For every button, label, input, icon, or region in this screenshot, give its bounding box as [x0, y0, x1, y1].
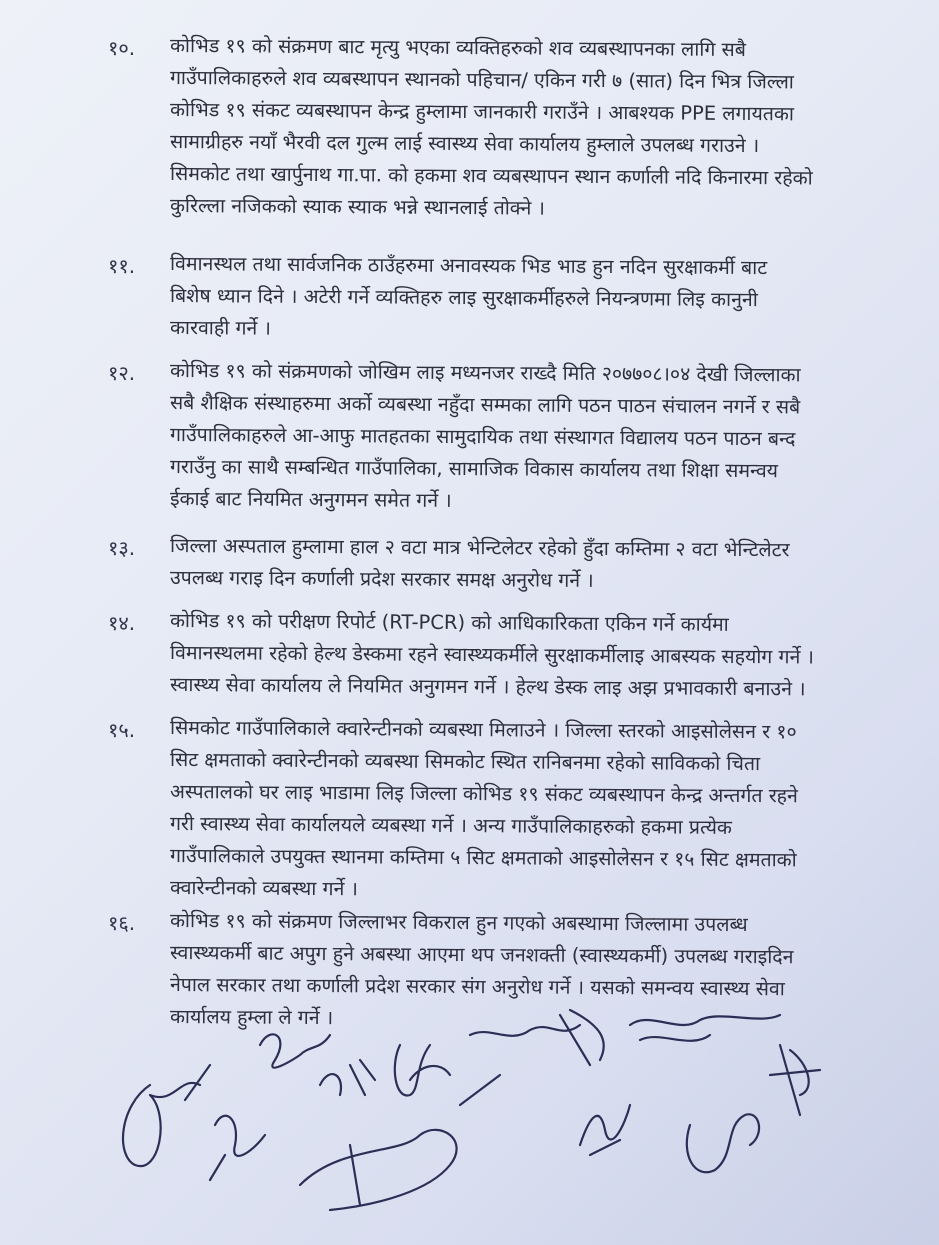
signature	[470, 1010, 604, 1065]
signature	[687, 1114, 759, 1172]
item-line: कार्यालय हुम्ला ले गर्ने ।	[169, 1005, 334, 1030]
item-line: बिशेष ध्यान दिने । अटेरी गर्ने व्यक्तिहरु लाइ सुरक्षाकर्मीहरुले नियन्त्रणमा लिइ कानुनी	[169, 284, 758, 312]
item-line: स्वास्थ्यकर्मी बाट अपुग हुने अबस्था आएमा थप जनशक्ती (स्वास्थ्यकर्मी) उपलब्ध गराइदिन	[169, 941, 794, 969]
item-line: नेपाल सरकार तथा कर्णाली प्रदेश सरकार संग अनुरोध गर्ने । यसको समन्वय स्वास्थ्य सेवा	[169, 973, 785, 1001]
item-body	[170, 355, 890, 515]
signature	[395, 1045, 450, 1095]
item-body	[170, 605, 890, 701]
item-number: ११.	[108, 254, 136, 278]
item-line: गाउँपालिकाहरुले शव व्यबस्थापन स्थानको पहिचान/ एकिन गरी ७ (सात) दिन भित्र जिल्ला	[169, 66, 794, 94]
item-line: जिल्ला अस्पताल हुम्लामा हाल २ वटा मात्र भेन्टिलेटर रहेको हुँदा कम्तिमा २ वटा भेन्टिलेटर	[169, 534, 790, 562]
item-line: कोभिड १९ संकट व्यबस्थापन केन्द्र हुम्लामा जानकारी गराउँने । आबश्यक PPE लगायतका	[169, 98, 795, 126]
item-number: १४.	[108, 611, 136, 635]
item-number: १६.	[108, 911, 136, 935]
item-line: कुरिल्ला नजिकको स्याक स्याक भन्ने स्थानलाई तोक्ने ।	[169, 194, 545, 220]
item-line: गरी स्वास्थ्य सेवा कार्यालयले व्यबस्था गर्ने । अन्य गाउँपालिकाहरुको हकमा प्रत्येक	[169, 812, 733, 839]
item-line: स्वास्थ्य सेवा कार्यालय ले नियमित अनुगमन गर्ने । हेल्थ डेस्क लाइ अझ प्रभावकारी बनाउने ।	[169, 673, 806, 701]
signature	[300, 1075, 500, 1210]
item-body	[170, 30, 890, 222]
item-line: गाउँपालिकाहरुले आ-आफु मातहतका सामुदायिक तथा संस्थागत विद्यालय पठन पाठन बन्द	[169, 423, 796, 451]
item-line: गराउँनु का साथै सम्बन्धित गाउँपालिका, सामाजिक विकास कार्यालय तथा शिक्षा समन्वय	[169, 455, 779, 483]
item-body	[170, 530, 890, 594]
item-line: सबै शैक्षिक संस्थाहरुमा अर्को व्यबस्था नहुँदा सम्मका लागि पठन पाठन संचालन नगर्ने र सबै	[169, 391, 801, 419]
signatures-area	[0, 1005, 939, 1245]
item-number: १३.	[108, 536, 136, 560]
item-line: अस्पतालको घर लाइ भाडामा लिइ जिल्ला कोभिड १९ संकट व्यबस्थापन केन्द्र अन्तर्गत रहने	[169, 780, 798, 808]
signature	[210, 1116, 265, 1180]
item-line: उपलब्ध गराइ दिन कर्णाली प्रदेश सरकार समक्ष अनुरोध गर्ने ।	[169, 566, 594, 592]
item-body	[170, 712, 890, 904]
item-line: सिमकोट गाउँपालिकाले क्वारेन्टीनको व्यबस्था मिलाउने । जिल्ला स्तरको आइसोलेसन र १०	[169, 716, 797, 744]
item-line: सिमकोट तथा खार्पुनाथ गा.पा. को हकमा शव व्यबस्थापन स्थान कर्णाली नदि किनारमा रहेको	[169, 162, 813, 190]
item-number: १०.	[108, 36, 136, 60]
item-line: कोभिड १९ को संक्रमण जिल्लाभर विकराल हुन गएको अबस्थामा जिल्लामा उपलब्ध	[169, 909, 748, 937]
item-line: विमानस्थलमा रहेको हेल्थ डेस्कमा रहने स्वास्थ्यकर्मीले सुरक्षाकर्मीलाइ आबस्यक सहयोग गर्ने ।	[169, 641, 815, 669]
signature	[580, 1105, 630, 1155]
item-line: क्वारेन्टीनको व्यबस्था गर्ने ।	[169, 876, 359, 901]
item-number: १२.	[108, 361, 136, 385]
item-body	[170, 248, 890, 344]
item-number: १५.	[108, 718, 136, 742]
item-line: गाउँपालिकाले उपयुक्त स्थानमा कम्तिमा ५ सिट क्षमताको आइसोलेसन र १५ सिट क्षमताको	[169, 844, 797, 872]
item-line: कोभिड १९ को परीक्षण रिपोर्ट (RT-PCR) को आधिकारिकता एकिन गर्ने कार्यमा	[169, 609, 729, 636]
item-line: कोभिड १९ को संक्रमण बाट मृत्यु भएका व्यक्तिहरुको शव व्यबस्थापनका लागि सबै	[169, 34, 746, 62]
signature	[123, 1065, 210, 1166]
item-line: कोभिड १९ को संक्रमणको जोखिम लाइ मध्यनजर राख्दै मिति २०७७०८।०४ देखी जिल्लाका	[169, 359, 801, 387]
item-line: ईकाई बाट नियमित अनुगमन समेत गर्ने ।	[169, 487, 452, 512]
signature	[260, 1034, 330, 1067]
signature	[320, 1060, 375, 1095]
item-line: कारवाही गर्ने ।	[169, 316, 271, 340]
signature	[630, 1015, 780, 1041]
item-line: विमानस्थल तथा सार्वजनिक ठाउँहरुमा अनावस्यक भिड भाड हुन नदिन सुरक्षाकर्मी बाट	[169, 252, 768, 280]
signature	[770, 1045, 820, 1115]
item-line: सिट क्षमताको क्वारेन्टीनको व्यबस्था सिमकोट स्थित रानिबनमा रहेको साविकको चिता	[169, 748, 761, 776]
item-line: सामाग्रीहरु नयाँ भैरवी दल गुल्म लाई स्वास्थ्य सेवा कार्यालय हुम्लाले उपलब्ध गराउने ।	[169, 130, 760, 158]
